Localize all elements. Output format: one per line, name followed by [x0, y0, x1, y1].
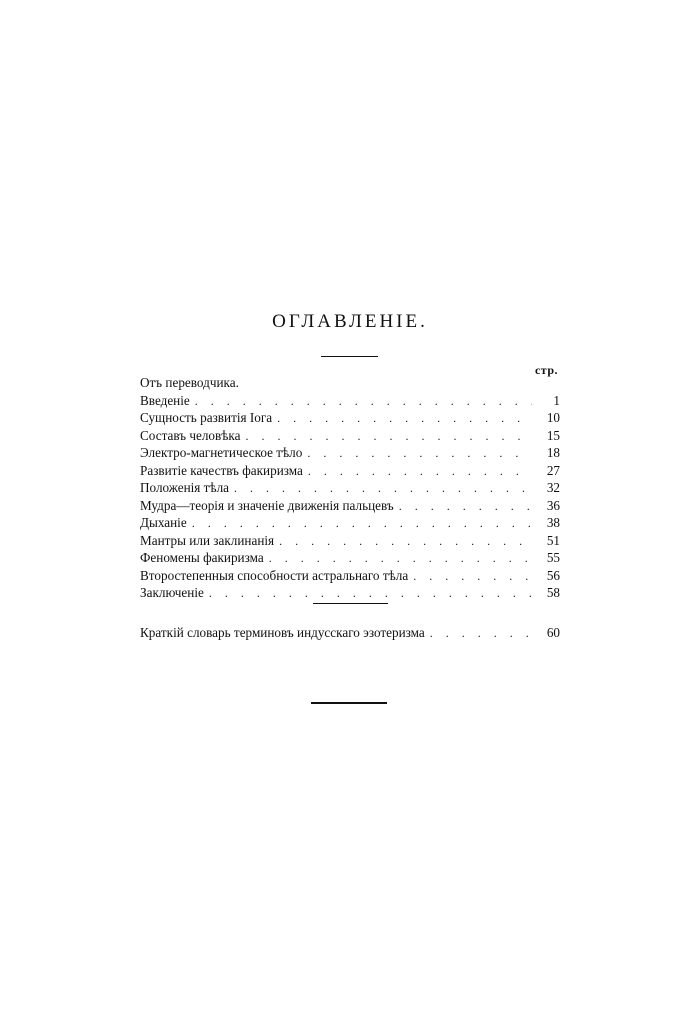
toc-entry-page: 38 — [546, 515, 560, 530]
dot-leader — [269, 550, 532, 568]
toc-entry-title: Заключеніе — [140, 585, 204, 600]
toc-entry-title: Составъ человѣка — [140, 427, 241, 443]
dot-leader — [192, 515, 532, 533]
toc-entry — [140, 444, 560, 462]
appendix-entry — [140, 624, 560, 642]
toc-entry-page: 36 — [546, 497, 560, 513]
toc-entry-title: Положенія тѣла — [140, 480, 230, 495]
toc-entry — [140, 624, 560, 642]
dot-leader — [399, 498, 532, 516]
toc-entry-title: Развитіе качествъ факиризма — [140, 462, 303, 478]
page-title: ОГЛАВЛЕНІЕ. — [272, 311, 428, 332]
toc-entry — [140, 479, 560, 497]
toc-entry — [140, 514, 560, 532]
toc-entry-title: Отъ переводчика. — [140, 375, 239, 390]
toc-entry-page: 55 — [546, 550, 560, 565]
toc-entry — [140, 374, 560, 392]
toc-entry — [140, 584, 560, 602]
toc-entry — [140, 497, 560, 515]
toc-entry-page: 58 — [546, 585, 560, 600]
toc-entry-page: 27 — [546, 462, 560, 478]
toc-entry-page: 15 — [546, 427, 560, 443]
toc-entry — [140, 532, 560, 550]
table-of-contents — [140, 374, 560, 602]
title-divider — [321, 356, 378, 357]
page-column-label: стр. — [534, 363, 558, 377]
toc-entry-title: Второстепенныя способности астральнаго тѣла — [140, 567, 409, 583]
toc-entry-page: 32 — [546, 480, 560, 495]
toc-entry-page: 1 — [553, 392, 560, 408]
dot-leader — [279, 533, 532, 551]
dot-leader — [245, 428, 532, 446]
section-divider — [313, 603, 388, 604]
toc-entry-title: Сущность развитія Іога — [140, 410, 273, 425]
toc-entry-title: Феномены факиризма — [140, 550, 264, 565]
toc-entry-title: Введеніе — [140, 392, 190, 408]
toc-entry-title: Дыханіе — [140, 515, 187, 530]
end-rule — [311, 702, 387, 704]
dot-leader — [234, 480, 532, 498]
dot-leader — [277, 410, 532, 428]
toc-entry — [140, 409, 560, 427]
toc-entry-page: 18 — [546, 445, 560, 460]
dot-leader — [308, 463, 532, 481]
dot-leader — [307, 445, 532, 463]
appendix-title: Краткій словарь терминовъ индусскаго эзотеризма — [140, 625, 425, 640]
appendix-page: 60 — [546, 625, 560, 640]
dot-leader — [195, 393, 532, 411]
dot-leader — [430, 625, 532, 643]
toc-entry-title: Электро-магнетическое тѣло — [140, 445, 303, 460]
toc-entry — [140, 567, 560, 585]
dot-leader — [413, 568, 532, 586]
toc-entry-page: 10 — [546, 410, 560, 425]
dot-leader — [209, 585, 532, 603]
toc-entry-title: Мантры или заклинанія — [140, 532, 275, 548]
toc-entry-page: 56 — [546, 567, 560, 583]
toc-entry — [140, 549, 560, 567]
toc-entry-page: 51 — [546, 532, 560, 548]
toc-entry — [140, 392, 560, 410]
toc-entry — [140, 427, 560, 445]
toc-entry-title: Мудра—теорія и значеніе движенія пальцевъ — [140, 497, 394, 513]
toc-entry — [140, 462, 560, 480]
